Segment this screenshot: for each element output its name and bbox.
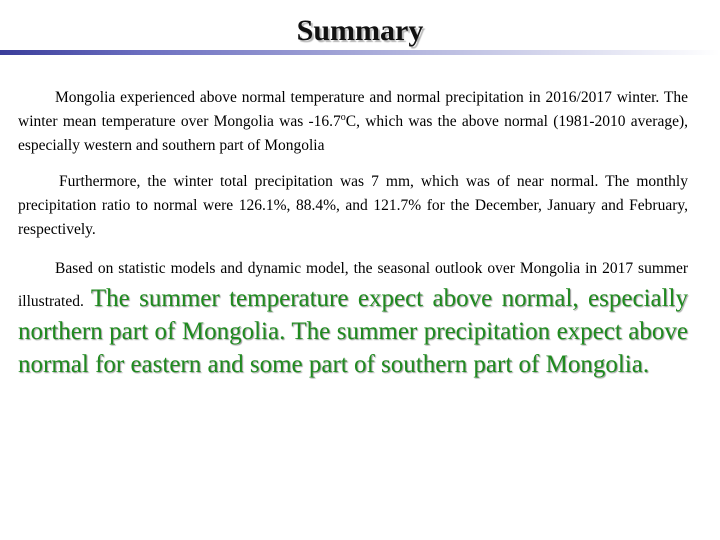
p1-text-a: Mongolia experienced above normal temperature and normal precipitation in 2016/2017 winter. The winter mean temperature over Mongolia was -16.7 — [18, 89, 688, 130]
page-title: Summary — [296, 14, 424, 47]
outlook-highlight: The summer temperature expect above normal, especially northern part of Mongolia. The summer precipitation expect above normal for eastern and some part of southern part of Mongolia. — [18, 285, 688, 378]
summary-content — [18, 86, 688, 383]
degree-superscript: o — [340, 111, 346, 123]
paragraph-outlook — [18, 254, 688, 383]
title-underline — [0, 50, 720, 55]
p3-text-a: Based on statistic models and dynamic model, the seasonal outlook over Mongolia in 2017 summer illustrated. — [18, 260, 688, 310]
title-bar — [0, 14, 720, 66]
paragraph-temperature — [18, 86, 688, 158]
p1-text-b: C, which was the above normal (1981-2010 average), especially western and southern part of Mongolia — [18, 113, 688, 154]
paragraph-precipitation: Furthermore, the winter total precipitation was 7 mm, which was of near normal. The monthly precipitation ratio to normal were 126.1%, 88.4%, and 121.7% for the December, January and February, respectively. — [18, 173, 688, 238]
